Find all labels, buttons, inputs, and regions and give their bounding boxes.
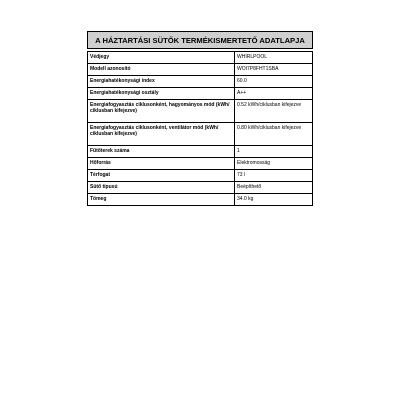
table-row	[88, 52, 313, 64]
row-value-volume: 73 l	[235, 170, 313, 182]
row-value-efficiency-index: 60.0	[235, 76, 313, 88]
row-label-consumption-conventional: Energiafogyasztás ciklusonként, hagyományos mód (kWh/ ciklusban kifejezve)	[88, 100, 235, 123]
row-label-trademark: Védjegy	[88, 52, 235, 64]
table-row	[88, 88, 313, 100]
table-row	[88, 76, 313, 88]
row-label-efficiency-class: Energiahatékonysági osztály	[88, 88, 235, 100]
row-value-model: WOI7P8FHT1SBA	[235, 64, 313, 76]
fiche-title: A HÁZTARTÁSI SÜTŐK TERMÉKISMERTETŐ ADATLAPJA	[87, 31, 313, 49]
table-row	[88, 100, 313, 123]
fiche-table	[87, 51, 313, 206]
row-label-volume: Térfogat	[88, 170, 235, 182]
table-row	[88, 146, 313, 158]
row-label-model: Modell azonosító	[88, 64, 235, 76]
row-value-consumption-fan: 0.80 kWh/ciklusban kifejezve	[235, 123, 313, 146]
table-row	[88, 158, 313, 170]
table-row	[88, 194, 313, 206]
row-value-trademark: WHIRLPOOL	[235, 52, 313, 64]
row-label-consumption-fan: Energiafogyasztás ciklusonként, ventilátor mód (kWh/ ciklusban kifejezve)	[88, 123, 235, 146]
row-value-efficiency-class: A++	[235, 88, 313, 100]
product-fiche	[87, 31, 313, 206]
row-value-consumption-conventional: 0.52 kWh/ciklusban kifejezve	[235, 100, 313, 123]
row-label-heat-source: Hőforrás	[88, 158, 235, 170]
row-label-cavities: Fűtőterek száma	[88, 146, 235, 158]
table-row	[88, 64, 313, 76]
row-label-weight: Tömeg	[88, 194, 235, 206]
table-row	[88, 182, 313, 194]
row-value-oven-type: Beépíthető	[235, 182, 313, 194]
table-row	[88, 123, 313, 146]
row-label-efficiency-index: Energiahatékonysági index	[88, 76, 235, 88]
row-value-heat-source: Elektromosság	[235, 158, 313, 170]
row-value-cavities: 1	[235, 146, 313, 158]
table-row	[88, 170, 313, 182]
row-value-weight: 34.0 kg	[235, 194, 313, 206]
row-label-oven-type: Sütő típusú	[88, 182, 235, 194]
